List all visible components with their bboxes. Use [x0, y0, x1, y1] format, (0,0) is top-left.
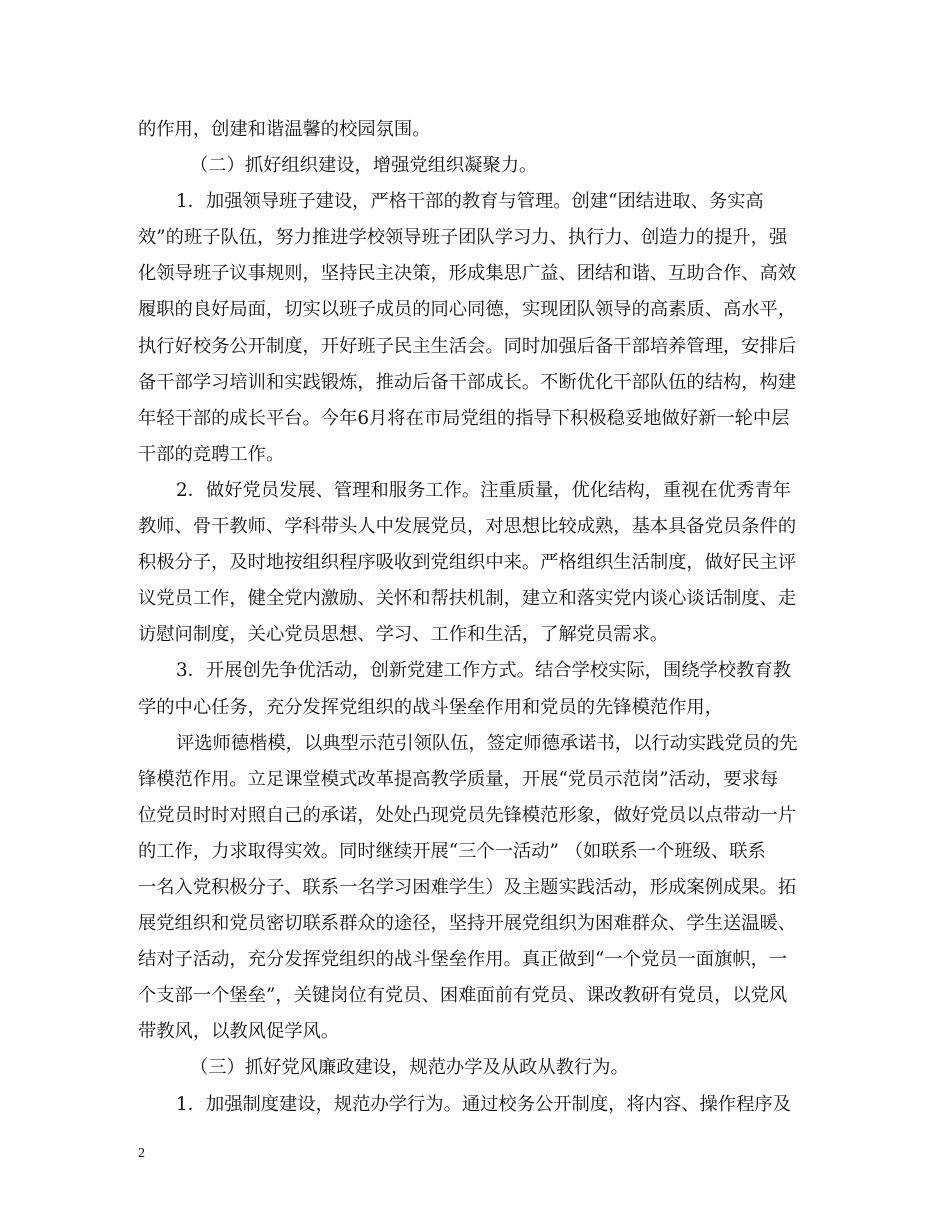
paragraph-line: 带教风，以教风促学风。 — [138, 1021, 340, 1043]
paragraph-line: 干部的竞聘工作。 — [138, 443, 285, 465]
paragraph-line: 2．做好党员发展、管理和服务工作。注重质量，优化结构，重视在优秀青年 — [176, 479, 791, 501]
paragraph-line: 锋模范作用。立足课堂模式改革提高教学质量，开展“党员示范岗”活动，要求每 — [138, 768, 779, 790]
paragraph-line: 教师、骨干教师、学科带头人中发展党员，对思想比较成熟，基本具备党员条件的 — [138, 516, 797, 538]
paragraph-line: 结对子活动，充分发挥党组织的战斗堡垒作用。真正做到“一个党员一面旗帜，一 — [138, 949, 788, 971]
section-heading: （三）抓好党风廉政建设，规范办学及从政从教行为。 — [190, 1057, 629, 1079]
paragraph-line: 的作用，创建和谐温馨的校园氛围。 — [138, 119, 431, 140]
paragraph-line: 1．加强领导班子建设，严格干部的教育与管理。创建“团结进取、务实高 — [176, 191, 764, 213]
paragraph-line: 位党员时时对照自己的承诺，处处凸现党员先锋模范形象，做好党员以点带动一片 — [138, 804, 797, 826]
paragraph-line: 执行好校务公开制度，开好班子民主生活会。同时加强后备干部培养管理，安排后 — [138, 335, 797, 357]
paragraph-line: 化领导班子议事规则，坚持民主决策，形成集思广益、团结和谐、互助合作、高效 — [138, 263, 797, 285]
paragraph-line: 1．加强制度建设，规范办学行为。通过校务公开制度，将内容、操作程序及 — [176, 1093, 791, 1115]
section-heading: （二）抓好组织建设，增强党组织凝聚力。 — [190, 155, 538, 177]
page-number: 2 — [138, 1146, 145, 1161]
paragraph-line: 访慰问制度，关心党员思想、学习、工作和生活，了解党员需求。 — [138, 624, 669, 646]
paragraph-line: 展党组织和党员密切联系群众的途径，坚持开展党组织为困难群众、学生送温暖、 — [138, 913, 797, 935]
paragraph-line: 学的中心任务，充分发挥党组织的战斗堡垒作用和党员的先锋模范作用， — [138, 696, 723, 718]
paragraph-line: 效”的班子队伍，努力推进学校领导班子团队学习力、执行力、创造力的提升，强 — [138, 227, 788, 249]
paragraph-line: 的工作，力求取得实效。同时继续开展“三个一活动” （如联系一个班级、联系 — [138, 840, 766, 862]
paragraph-line: 评选师德楷模，以典型示范引领队伍，签定师德承诺书，以行动实践党员的先 — [176, 732, 798, 754]
paragraph-line: 3．开展创先争优活动，创新党建工作方式。结合学校实际，围绕学校教育教 — [176, 660, 791, 682]
paragraph-line: 年轻干部的成长平台。今年6月将在市局党组的指导下积极稳妥地做好新一轮中层 — [138, 407, 790, 429]
paragraph-line: 议党员工作，健全党内激励、关怀和帮扶机制，建立和落实党内谈心谈话制度、走 — [138, 588, 797, 610]
paragraph-line: 积极分子，及时地按组织程序吸收到党组织中来。严格组织生活制度，做好民主评 — [138, 552, 797, 574]
paragraph-line: 履职的良好局面，切实以班子成员的同心同德，实现团队领导的高素质、高水平， — [138, 299, 797, 321]
paragraph-line: 一名入党积极分子、联系一名学习困难学生）及主题实践活动，形成案例成果。拓 — [138, 876, 797, 898]
document-body — [138, 112, 814, 1123]
paragraph-line: 个支部一个堡垒”，关键岗位有党员、困难面前有党员、课改教研有党员，以党风 — [138, 985, 788, 1007]
paragraph-line: 备干部学习培训和实践锻炼，推动后备干部成长。不断优化干部队伍的结构，构建 — [138, 371, 797, 393]
